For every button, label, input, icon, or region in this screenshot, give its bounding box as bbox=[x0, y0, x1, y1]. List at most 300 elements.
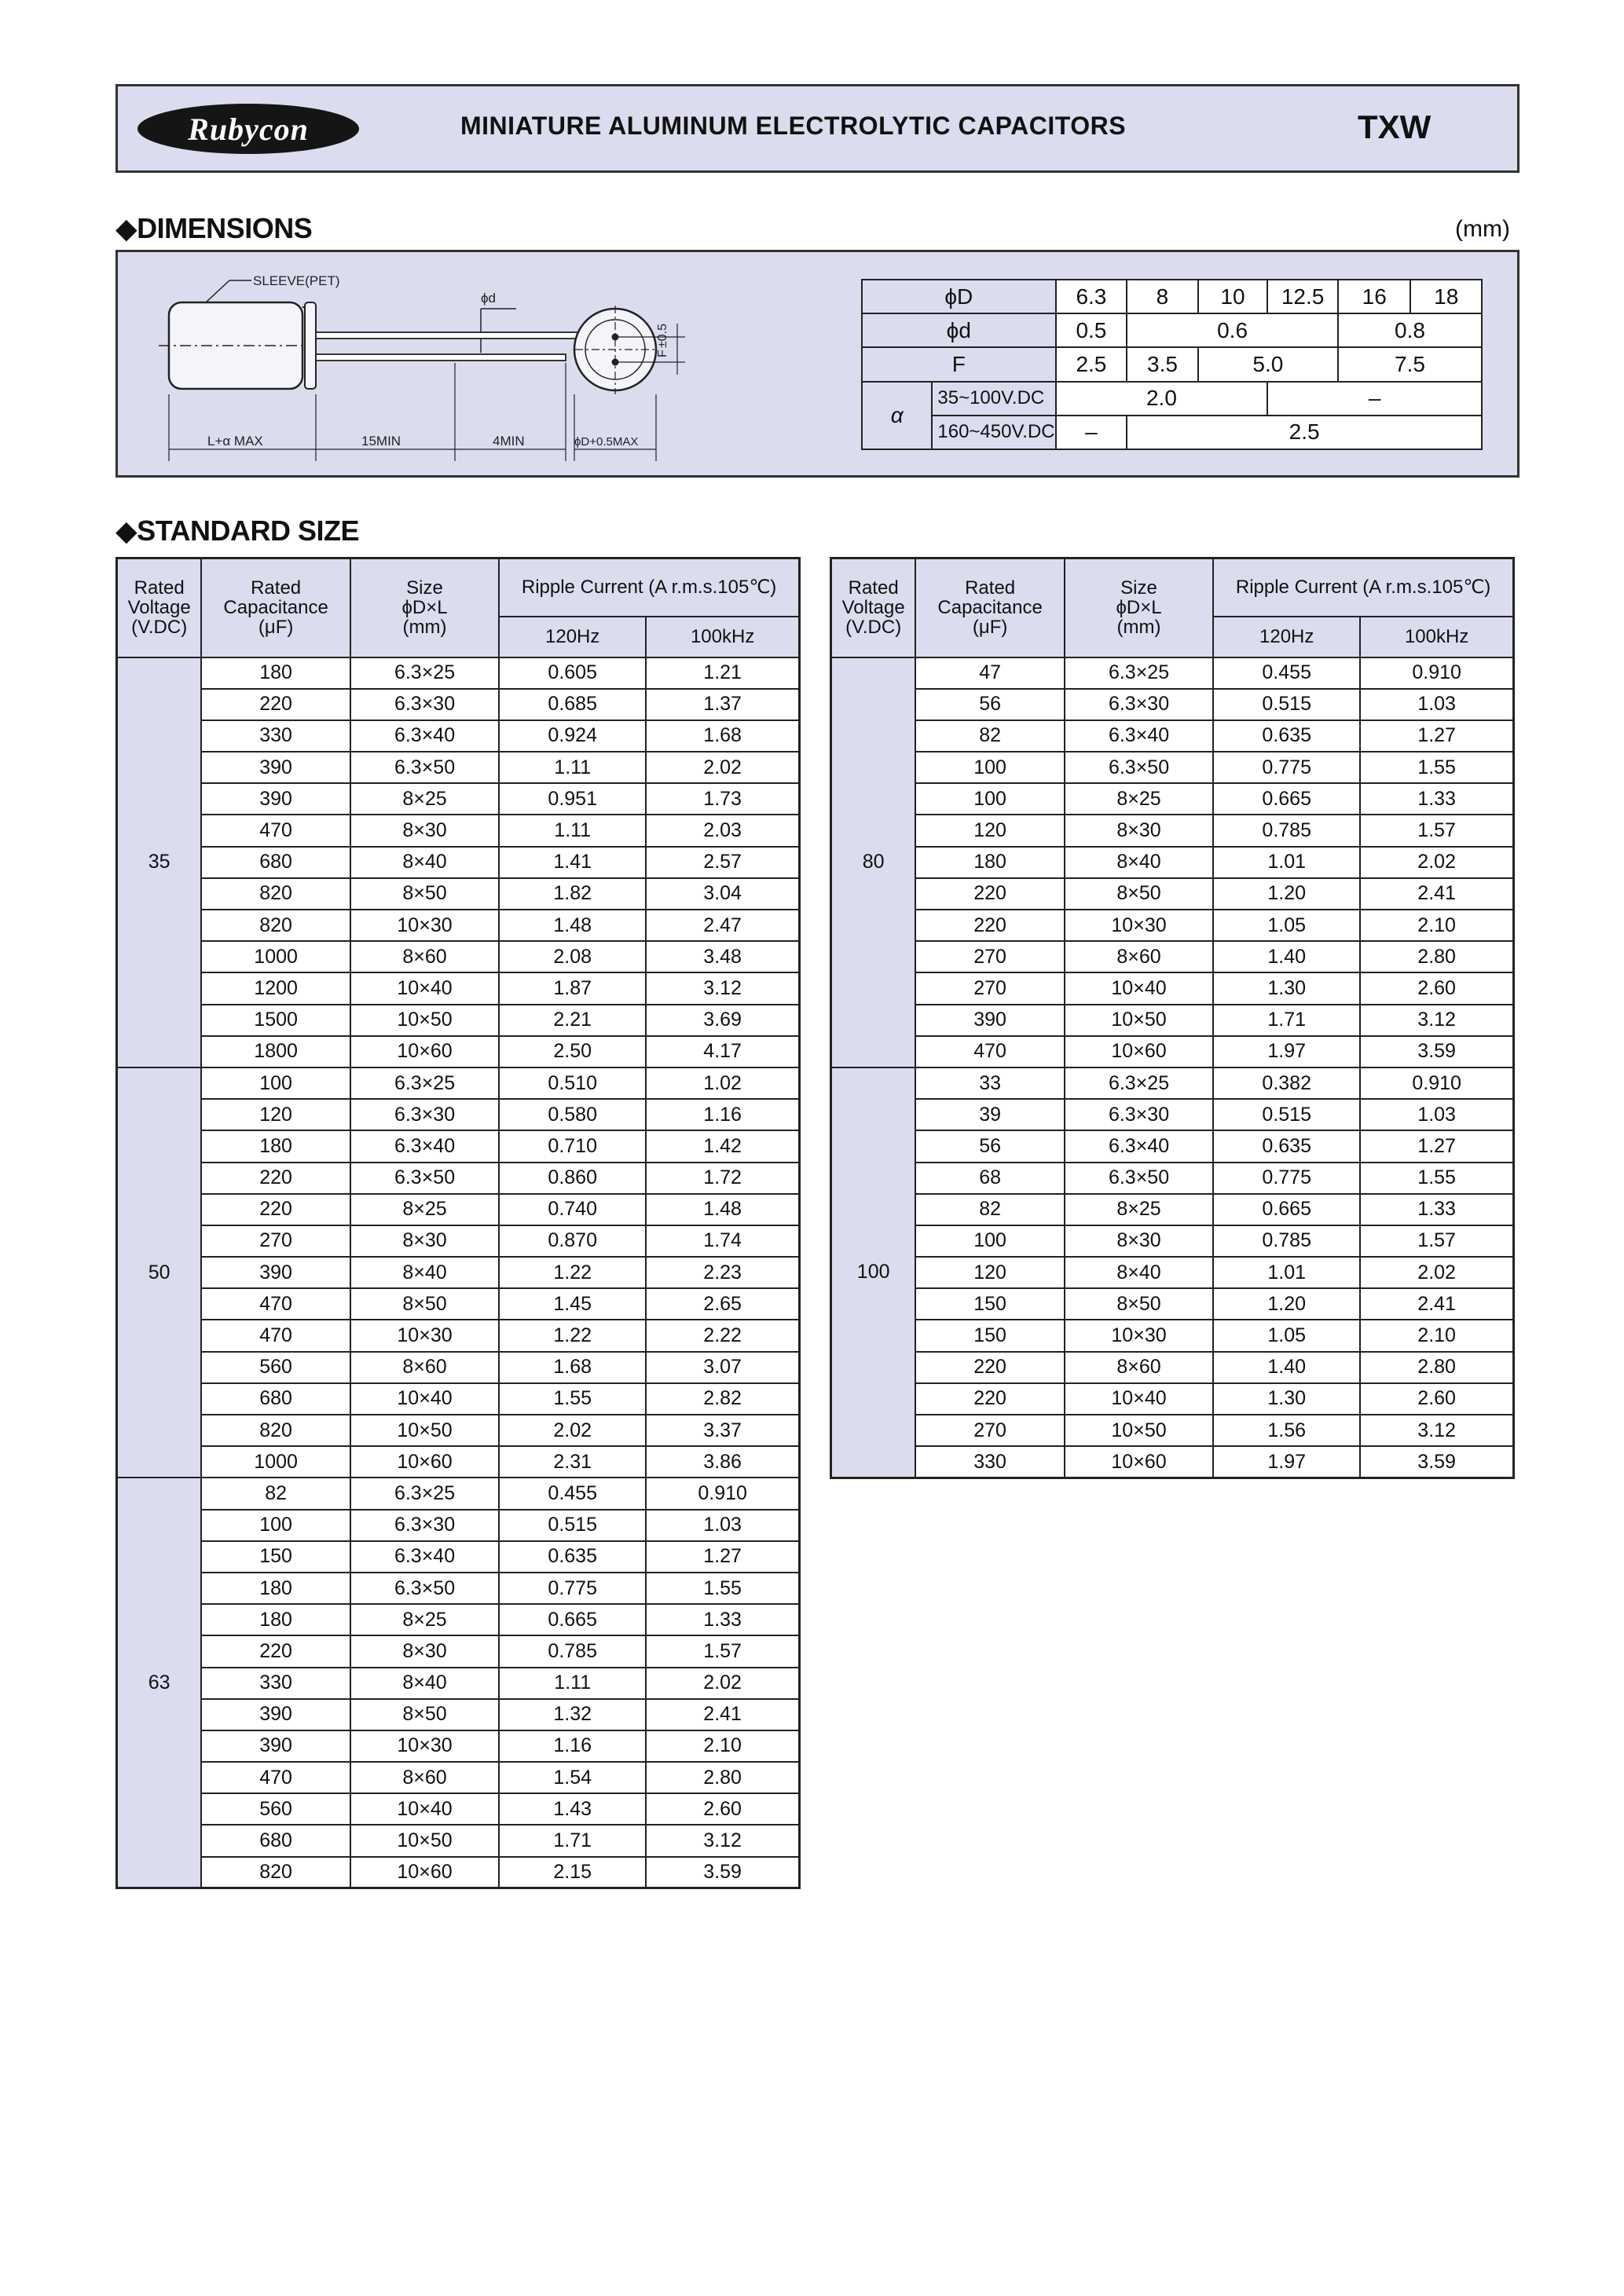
ripple-100khz-cell: 2.41 bbox=[646, 1699, 799, 1730]
capacitance-cell: 220 bbox=[201, 1163, 350, 1194]
capacitance-cell: 820 bbox=[201, 878, 350, 910]
ripple-120hz-cell: 0.455 bbox=[499, 1478, 646, 1509]
table-row bbox=[831, 1005, 1514, 1036]
ripple-100khz-cell: 2.80 bbox=[646, 1762, 799, 1793]
ripple-120hz-cell: 2.15 bbox=[499, 1857, 646, 1888]
table-row bbox=[117, 1383, 800, 1415]
size-cell: 8×25 bbox=[1065, 1194, 1213, 1225]
alpha-value: – bbox=[1056, 416, 1127, 449]
ripple-120hz-cell: 2.21 bbox=[499, 1005, 646, 1036]
dimensions-unit: (mm) bbox=[1455, 216, 1510, 242]
series-code: TXW bbox=[1358, 108, 1432, 145]
size-cell: 8×50 bbox=[1065, 878, 1213, 910]
ripple-120hz-cell: 1.20 bbox=[1213, 878, 1360, 910]
table-row bbox=[117, 910, 800, 941]
capacitance-cell: 120 bbox=[201, 1099, 350, 1130]
size-cell: 10×30 bbox=[1065, 910, 1213, 941]
table-row bbox=[117, 941, 800, 972]
ripple-120hz-cell: 1.56 bbox=[1213, 1415, 1360, 1446]
capacitance-cell: 390 bbox=[201, 752, 350, 783]
capacitance-cell: 82 bbox=[915, 1194, 1065, 1225]
size-cell: 8×50 bbox=[350, 1699, 499, 1730]
ripple-100khz-cell: 0.910 bbox=[1360, 1067, 1513, 1099]
table-row bbox=[117, 1352, 800, 1383]
standard-size-heading: ◆STANDARD SIZE bbox=[115, 514, 360, 547]
size-cell: 8×30 bbox=[1065, 1225, 1213, 1257]
ripple-120hz-cell: 0.605 bbox=[499, 657, 646, 689]
lead-short bbox=[316, 354, 566, 361]
ripple-120hz-cell: 1.11 bbox=[499, 1668, 646, 1699]
ripple-120hz-cell: 1.30 bbox=[1213, 1383, 1360, 1415]
ripple-120hz-cell: 0.580 bbox=[499, 1099, 646, 1130]
ripple-100khz-cell: 3.59 bbox=[1360, 1446, 1513, 1478]
capacitance-cell: 82 bbox=[201, 1478, 350, 1509]
size-cell: 10×50 bbox=[350, 1415, 499, 1446]
size-cell: 8×40 bbox=[350, 847, 499, 878]
capacitance-cell: 820 bbox=[201, 1857, 350, 1888]
size-cell: 6.3×50 bbox=[1065, 1163, 1213, 1194]
size-cell: 8×30 bbox=[350, 1225, 499, 1257]
capacitance-cell: 220 bbox=[915, 1352, 1065, 1383]
ripple-100khz-cell: 2.02 bbox=[646, 752, 799, 783]
table-row bbox=[831, 783, 1514, 815]
phiD-value: 12.5 bbox=[1267, 280, 1338, 313]
size-cell: 6.3×50 bbox=[350, 1573, 499, 1604]
table-row bbox=[831, 720, 1514, 752]
alpha-row-1 bbox=[862, 382, 1482, 416]
ripple-120hz-cell: 0.635 bbox=[1213, 1130, 1360, 1162]
ripple-100khz-cell: 3.12 bbox=[646, 1825, 799, 1856]
ripple-120hz-cell: 0.710 bbox=[499, 1130, 646, 1162]
size-cell: 8×60 bbox=[350, 1352, 499, 1383]
col-voltage: Rated Voltage (V.DC) bbox=[117, 558, 202, 657]
phid-value: 0.8 bbox=[1338, 313, 1482, 347]
size-cell: 6.3×30 bbox=[1065, 1099, 1213, 1130]
size-cell: 8×40 bbox=[350, 1257, 499, 1288]
ripple-100khz-cell: 3.59 bbox=[1360, 1036, 1513, 1067]
size-cell: 6.3×50 bbox=[350, 752, 499, 783]
table-row bbox=[831, 1163, 1514, 1194]
alpha-value: 2.0 bbox=[1056, 382, 1268, 416]
ripple-100khz-cell: 3.07 bbox=[646, 1352, 799, 1383]
size-cell: 6.3×40 bbox=[350, 1130, 499, 1162]
ripple-100khz-cell: 2.10 bbox=[646, 1730, 799, 1762]
table-row bbox=[831, 1225, 1514, 1257]
table-row bbox=[831, 1099, 1514, 1130]
capacitance-cell: 56 bbox=[915, 1130, 1065, 1162]
capacitance-cell: 180 bbox=[915, 847, 1065, 878]
table-row bbox=[117, 1225, 800, 1257]
phid-label: ϕd bbox=[862, 313, 1056, 347]
standard-size-table-left bbox=[115, 557, 801, 1889]
capacitance-cell: 82 bbox=[915, 720, 1065, 752]
size-cell: 8×50 bbox=[350, 1288, 499, 1320]
lead-length-b-label: 4MIN bbox=[493, 434, 525, 449]
col-size: Size ϕD×L (mm) bbox=[350, 558, 499, 657]
ripple-120hz-cell: 1.97 bbox=[1213, 1446, 1360, 1478]
ripple-120hz-cell: 0.951 bbox=[499, 783, 646, 815]
capacitance-cell: 470 bbox=[201, 1320, 350, 1351]
ripple-120hz-cell: 1.71 bbox=[499, 1825, 646, 1856]
lead-length-a-label: 15MIN bbox=[361, 434, 401, 449]
ripple-100khz-cell: 3.69 bbox=[646, 1005, 799, 1036]
ripple-100khz-cell: 2.10 bbox=[1360, 910, 1513, 941]
table-row bbox=[831, 752, 1514, 783]
ripple-100khz-cell: 2.82 bbox=[646, 1383, 799, 1415]
capacitance-cell: 270 bbox=[915, 972, 1065, 1004]
capacitance-cell: 150 bbox=[201, 1541, 350, 1573]
capacitance-cell: 1200 bbox=[201, 972, 350, 1004]
ripple-120hz-cell: 0.515 bbox=[1213, 689, 1360, 720]
col-size: Size ϕD×L (mm) bbox=[1065, 558, 1213, 657]
size-cell: 10×40 bbox=[1065, 972, 1213, 1004]
page-title: MINIATURE ALUMINUM ELECTROLYTIC CAPACITORS bbox=[460, 112, 1127, 140]
size-cell: 6.3×30 bbox=[350, 689, 499, 720]
ripple-100khz-cell: 2.22 bbox=[646, 1320, 799, 1351]
ripple-120hz-cell: 1.01 bbox=[1213, 1257, 1360, 1288]
size-cell: 10×40 bbox=[350, 972, 499, 1004]
ripple-100khz-cell: 3.37 bbox=[646, 1415, 799, 1446]
size-cell: 10×40 bbox=[1065, 1383, 1213, 1415]
table-row bbox=[117, 1067, 800, 1099]
ripple-120hz-cell: 0.665 bbox=[499, 1604, 646, 1635]
ripple-120hz-cell: 0.635 bbox=[1213, 720, 1360, 752]
table-row bbox=[117, 1257, 800, 1288]
dimensions-panel bbox=[115, 250, 1520, 478]
ripple-100khz-cell: 1.33 bbox=[1360, 1194, 1513, 1225]
size-cell: 6.3×25 bbox=[350, 1067, 499, 1099]
capacitance-cell: 270 bbox=[915, 1415, 1065, 1446]
ripple-100khz-cell: 0.910 bbox=[646, 1478, 799, 1509]
pitch-label: F bbox=[656, 350, 669, 357]
table-row bbox=[831, 1415, 1514, 1446]
diameter-max-label: ϕD+0.5MAX bbox=[574, 435, 639, 449]
capacitance-cell: 100 bbox=[915, 1225, 1065, 1257]
table-row bbox=[117, 1163, 800, 1194]
ripple-120hz-cell: 2.02 bbox=[499, 1415, 646, 1446]
table-row bbox=[831, 1130, 1514, 1162]
ripple-100khz-cell: 1.03 bbox=[646, 1510, 799, 1541]
ripple-100khz-cell: 3.59 bbox=[646, 1857, 799, 1888]
capacitance-cell: 180 bbox=[201, 1573, 350, 1604]
size-cell: 8×30 bbox=[1065, 815, 1213, 846]
ripple-100khz-cell: 2.80 bbox=[1360, 1352, 1513, 1383]
ripple-120hz-cell: 1.11 bbox=[499, 752, 646, 783]
ripple-120hz-cell: 0.775 bbox=[499, 1573, 646, 1604]
capacitance-cell: 390 bbox=[201, 1699, 350, 1730]
size-cell: 6.3×25 bbox=[1065, 657, 1213, 689]
size-cell: 6.3×40 bbox=[1065, 720, 1213, 752]
table-row bbox=[117, 783, 800, 815]
size-cell: 10×30 bbox=[350, 1730, 499, 1762]
size-cell: 10×60 bbox=[1065, 1036, 1213, 1067]
size-cell: 8×30 bbox=[350, 1635, 499, 1667]
capacitance-cell: 100 bbox=[201, 1067, 350, 1099]
ripple-120hz-cell: 2.50 bbox=[499, 1036, 646, 1067]
table-row bbox=[117, 1541, 800, 1573]
capacitance-cell: 1000 bbox=[201, 1446, 350, 1478]
table-row bbox=[117, 752, 800, 783]
capacitance-cell: 39 bbox=[915, 1099, 1065, 1130]
ripple-100khz-cell: 1.27 bbox=[1360, 720, 1513, 752]
capacitance-cell: 820 bbox=[201, 1415, 350, 1446]
capacitance-cell: 150 bbox=[915, 1288, 1065, 1320]
table-row bbox=[117, 1320, 800, 1351]
ripple-120hz-cell: 1.54 bbox=[499, 1762, 646, 1793]
ripple-120hz-cell: 1.22 bbox=[499, 1257, 646, 1288]
capacitance-cell: 220 bbox=[201, 1194, 350, 1225]
ripple-100khz-cell: 1.33 bbox=[646, 1604, 799, 1635]
capacitance-cell: 220 bbox=[201, 1635, 350, 1667]
ripple-120hz-cell: 1.20 bbox=[1213, 1288, 1360, 1320]
capacitance-cell: 68 bbox=[915, 1163, 1065, 1194]
col-ripple: Ripple Current (A r.m.s.105℃) bbox=[499, 558, 799, 617]
col-120hz: 120Hz bbox=[1213, 617, 1360, 657]
size-cell: 10×60 bbox=[350, 1857, 499, 1888]
alpha-value: – bbox=[1267, 382, 1482, 416]
table-row bbox=[831, 1288, 1514, 1320]
ripple-120hz-cell: 1.71 bbox=[1213, 1005, 1360, 1036]
size-cell: 10×30 bbox=[350, 1320, 499, 1351]
F-row bbox=[862, 347, 1482, 381]
size-cell: 8×60 bbox=[1065, 941, 1213, 972]
capacitance-cell: 100 bbox=[915, 783, 1065, 815]
ripple-120hz-cell: 1.45 bbox=[499, 1288, 646, 1320]
ripple-100khz-cell: 2.60 bbox=[1360, 1383, 1513, 1415]
ripple-100khz-cell: 1.57 bbox=[646, 1635, 799, 1667]
size-cell: 10×60 bbox=[350, 1036, 499, 1067]
voltage-group-cell: 50 bbox=[117, 1067, 202, 1478]
capacitance-cell: 220 bbox=[915, 910, 1065, 941]
capacitance-cell: 180 bbox=[201, 1604, 350, 1635]
table-row bbox=[117, 657, 800, 689]
col-100khz: 100kHz bbox=[1360, 617, 1513, 657]
capacitance-cell: 270 bbox=[915, 941, 1065, 972]
table-row bbox=[117, 1415, 800, 1446]
ripple-100khz-cell: 3.12 bbox=[1360, 1415, 1513, 1446]
alpha-value: 2.5 bbox=[1127, 416, 1482, 449]
F-value: 3.5 bbox=[1127, 347, 1198, 381]
ripple-100khz-cell: 1.27 bbox=[1360, 1130, 1513, 1162]
table-row bbox=[117, 1604, 800, 1635]
ripple-120hz-cell: 0.635 bbox=[499, 1541, 646, 1573]
ripple-120hz-cell: 0.775 bbox=[1213, 752, 1360, 783]
ripple-100khz-cell: 2.60 bbox=[646, 1793, 799, 1825]
ripple-120hz-cell: 0.785 bbox=[499, 1635, 646, 1667]
table-row bbox=[831, 910, 1514, 941]
table-row bbox=[117, 1825, 800, 1856]
table-row bbox=[831, 1446, 1514, 1478]
ripple-120hz-cell: 0.740 bbox=[499, 1194, 646, 1225]
capacitance-cell: 100 bbox=[201, 1510, 350, 1541]
ripple-120hz-cell: 0.924 bbox=[499, 720, 646, 752]
capacitance-cell: 680 bbox=[201, 1383, 350, 1415]
table-row bbox=[117, 847, 800, 878]
ripple-100khz-cell: 1.03 bbox=[1360, 1099, 1513, 1130]
voltage-group-cell: 80 bbox=[831, 657, 916, 1067]
ripple-120hz-cell: 0.515 bbox=[499, 1510, 646, 1541]
voltage-group-cell: 63 bbox=[117, 1478, 202, 1888]
capacitance-cell: 270 bbox=[201, 1225, 350, 1257]
ripple-120hz-cell: 0.860 bbox=[499, 1163, 646, 1194]
table-row bbox=[831, 1067, 1514, 1099]
capacitance-cell: 390 bbox=[201, 783, 350, 815]
ripple-120hz-cell: 0.785 bbox=[1213, 815, 1360, 846]
col-voltage: Rated Voltage (V.DC) bbox=[831, 558, 916, 657]
ripple-100khz-cell: 2.57 bbox=[646, 847, 799, 878]
table-row bbox=[117, 1446, 800, 1478]
ripple-100khz-cell: 1.55 bbox=[646, 1573, 799, 1604]
table-row bbox=[831, 1320, 1514, 1351]
size-cell: 8×40 bbox=[1065, 1257, 1213, 1288]
dimensions-heading: ◆DIMENSIONS bbox=[115, 212, 313, 244]
capacitance-cell: 1500 bbox=[201, 1005, 350, 1036]
ripple-120hz-cell: 1.16 bbox=[499, 1730, 646, 1762]
size-cell: 8×40 bbox=[350, 1668, 499, 1699]
size-cell: 6.3×40 bbox=[350, 1541, 499, 1573]
ripple-100khz-cell: 1.33 bbox=[1360, 783, 1513, 815]
ripple-120hz-cell: 1.40 bbox=[1213, 941, 1360, 972]
capacitance-cell: 330 bbox=[201, 1668, 350, 1699]
size-cell: 6.3×40 bbox=[350, 720, 499, 752]
ripple-100khz-cell: 1.57 bbox=[1360, 815, 1513, 846]
size-cell: 6.3×25 bbox=[350, 1478, 499, 1509]
ripple-120hz-cell: 1.01 bbox=[1213, 847, 1360, 878]
ripple-100khz-cell: 1.73 bbox=[646, 783, 799, 815]
ripple-100khz-cell: 2.80 bbox=[1360, 941, 1513, 972]
size-cell: 10×50 bbox=[1065, 1415, 1213, 1446]
phiD-value: 16 bbox=[1338, 280, 1410, 313]
ripple-120hz-cell: 0.665 bbox=[1213, 1194, 1360, 1225]
alpha-range: 35~100V.DC bbox=[932, 382, 1055, 416]
ripple-120hz-cell: 1.48 bbox=[499, 910, 646, 941]
table-row bbox=[117, 1857, 800, 1888]
table-row bbox=[117, 1635, 800, 1667]
pitch-tolerance-label: ±0.5 bbox=[656, 323, 669, 348]
size-cell: 10×50 bbox=[350, 1005, 499, 1036]
ripple-120hz-cell: 1.87 bbox=[499, 972, 646, 1004]
ripple-100khz-cell: 2.23 bbox=[646, 1257, 799, 1288]
table-row bbox=[831, 1257, 1514, 1288]
table-row bbox=[117, 1510, 800, 1541]
ripple-100khz-cell: 3.04 bbox=[646, 878, 799, 910]
size-cell: 10×40 bbox=[350, 1383, 499, 1415]
ripple-100khz-cell: 0.910 bbox=[1360, 657, 1513, 689]
table-row bbox=[117, 1699, 800, 1730]
phid-value: 0.5 bbox=[1056, 313, 1127, 347]
capacitance-cell: 470 bbox=[201, 815, 350, 846]
table-row bbox=[831, 815, 1514, 846]
ripple-100khz-cell: 2.60 bbox=[1360, 972, 1513, 1004]
table-row bbox=[117, 1005, 800, 1036]
table-row bbox=[831, 689, 1514, 720]
size-cell: 6.3×25 bbox=[350, 657, 499, 689]
size-cell: 10×60 bbox=[1065, 1446, 1213, 1478]
capacitance-cell: 47 bbox=[915, 657, 1065, 689]
capacitance-cell: 390 bbox=[201, 1730, 350, 1762]
ripple-120hz-cell: 1.32 bbox=[499, 1699, 646, 1730]
table-row bbox=[117, 1130, 800, 1162]
ripple-100khz-cell: 1.55 bbox=[1360, 752, 1513, 783]
capacitance-cell: 100 bbox=[915, 752, 1065, 783]
ripple-100khz-cell: 3.12 bbox=[1360, 1005, 1513, 1036]
table-row bbox=[831, 941, 1514, 972]
ripple-100khz-cell: 3.48 bbox=[646, 941, 799, 972]
size-cell: 10×50 bbox=[1065, 1005, 1213, 1036]
ripple-120hz-cell: 1.55 bbox=[499, 1383, 646, 1415]
size-cell: 10×40 bbox=[350, 1793, 499, 1825]
header-bar bbox=[115, 84, 1520, 173]
size-cell: 10×30 bbox=[350, 910, 499, 941]
table-row bbox=[117, 1194, 800, 1225]
col-100khz: 100kHz bbox=[646, 617, 799, 657]
ripple-120hz-cell: 0.665 bbox=[1213, 783, 1360, 815]
ripple-100khz-cell: 2.02 bbox=[646, 1668, 799, 1699]
capacitance-cell: 56 bbox=[915, 689, 1065, 720]
col-120hz: 120Hz bbox=[499, 617, 646, 657]
capacitance-cell: 560 bbox=[201, 1352, 350, 1383]
table-row bbox=[117, 1099, 800, 1130]
size-cell: 10×60 bbox=[350, 1446, 499, 1478]
ripple-100khz-cell: 3.12 bbox=[646, 972, 799, 1004]
voltage-group-cell: 35 bbox=[117, 657, 202, 1067]
size-cell: 6.3×30 bbox=[1065, 689, 1213, 720]
size-cell: 8×60 bbox=[350, 1762, 499, 1793]
table-row bbox=[117, 1288, 800, 1320]
ripple-100khz-cell: 1.42 bbox=[646, 1130, 799, 1162]
ripple-100khz-cell: 4.17 bbox=[646, 1036, 799, 1067]
ripple-100khz-cell: 1.48 bbox=[646, 1194, 799, 1225]
lead-dia-label: ϕd bbox=[481, 291, 496, 306]
table-row bbox=[117, 1793, 800, 1825]
capacitance-cell: 470 bbox=[915, 1036, 1065, 1067]
table-row bbox=[117, 878, 800, 910]
capacitance-cell: 470 bbox=[201, 1762, 350, 1793]
ripple-100khz-cell: 1.16 bbox=[646, 1099, 799, 1130]
F-label: F bbox=[862, 347, 1056, 381]
table-row bbox=[831, 657, 1514, 689]
ripple-120hz-cell: 1.40 bbox=[1213, 1352, 1360, 1383]
table-row bbox=[117, 1036, 800, 1067]
ripple-100khz-cell: 1.57 bbox=[1360, 1225, 1513, 1257]
alpha-range: 160~450V.DC bbox=[932, 416, 1055, 449]
col-capacitance: Rated Capacitance (μF) bbox=[915, 558, 1065, 657]
capacitance-cell: 820 bbox=[201, 910, 350, 941]
ripple-120hz-cell: 0.510 bbox=[499, 1067, 646, 1099]
ripple-120hz-cell: 0.455 bbox=[1213, 657, 1360, 689]
capacitance-cell: 390 bbox=[915, 1005, 1065, 1036]
ripple-100khz-cell: 2.02 bbox=[1360, 847, 1513, 878]
capacitance-cell: 1800 bbox=[201, 1036, 350, 1067]
capacitance-cell: 180 bbox=[201, 657, 350, 689]
size-cell: 8×60 bbox=[1065, 1352, 1213, 1383]
dimensions-table bbox=[861, 279, 1483, 450]
ripple-100khz-cell: 1.72 bbox=[646, 1163, 799, 1194]
size-cell: 6.3×30 bbox=[350, 1510, 499, 1541]
capacitance-cell: 120 bbox=[915, 815, 1065, 846]
size-cell: 8×40 bbox=[1065, 847, 1213, 878]
ripple-100khz-cell: 1.37 bbox=[646, 689, 799, 720]
table-row bbox=[117, 972, 800, 1004]
table-row bbox=[831, 878, 1514, 910]
capacitance-cell: 220 bbox=[915, 1383, 1065, 1415]
size-cell: 10×30 bbox=[1065, 1320, 1213, 1351]
capacitance-cell: 220 bbox=[915, 878, 1065, 910]
ripple-120hz-cell: 2.31 bbox=[499, 1446, 646, 1478]
phid-row bbox=[862, 313, 1482, 347]
phiD-row bbox=[862, 280, 1482, 313]
table-row bbox=[117, 1668, 800, 1699]
